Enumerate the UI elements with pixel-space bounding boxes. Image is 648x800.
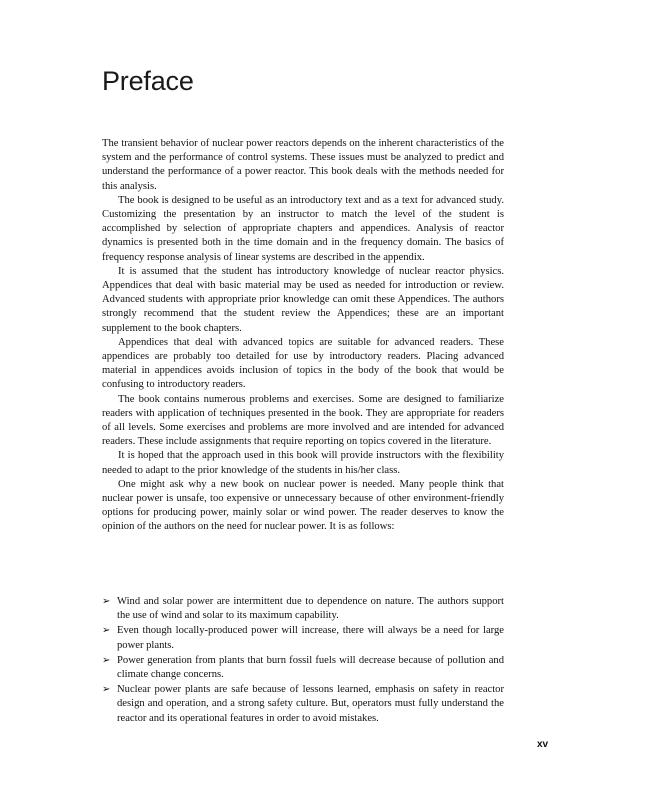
bullet-item <box>102 624 504 652</box>
arrow-bullet-icon: ➢ <box>102 625 111 637</box>
bullet-item <box>102 595 504 623</box>
paragraph: The book contains numerous problems and exercises. Some are designed to familiarize readers with application of techniques presented in the book. They are appropriate for readers of all levels. Some exercises and problems are more involved and are intended for advanced readers. These include assignments that require reporting on topics covered in the literature. <box>102 393 504 448</box>
bullet-item <box>102 683 504 726</box>
bullet-text: Even though locally-produced power will increase, there will always be a need for large power plants. <box>117 625 504 651</box>
bullet-item <box>102 654 504 682</box>
preface-body <box>102 137 504 535</box>
arrow-bullet-icon: ➢ <box>102 684 111 696</box>
page-title: Preface <box>102 66 194 96</box>
arrow-bullet-icon: ➢ <box>102 596 111 607</box>
paragraph: Appendices that deal with advanced topics are suitable for advanced readers. These appendices are probably too detailed for use by introductory readers. Placing advanced material in appendices avoids inclusion of topics in the body of the book that would be confusing to introductory readers. <box>102 336 504 391</box>
paragraph: It is assumed that the student has introductory knowledge of nuclear reactor physics. Appendices that deal with basic material may be used as needed for introduction or review. Advanced students with appropriate prior knowledge can omit these Appendices. The authors strongly recommend that the student review the Appendices; these are an important supplement to the book chapters. <box>102 265 504 334</box>
bullet-text: Nuclear power plants are safe because of lessons learned, emphasis on safety in reactor design and operation, and a strong safety culture. But, operators must fully understand the reactor and its operational features in order to avoid mistakes. <box>117 684 504 724</box>
bullet-text: Power generation from plants that burn fossil fuels will decrease because of pollution and climate change concerns. <box>117 654 504 681</box>
paragraph: It is hoped that the approach used in this book will provide instructors with the flexibility needed to adapt to the prior knowledge of the students in his/her class. <box>102 450 504 476</box>
paragraph: The transient behavior of nuclear power reactors depends on the inherent characteristics of the system and the performance of control systems. These issues must be analyzed to predict and understand the performance of a power reactor. This book deals with the methods needed for this analysis. <box>102 138 504 192</box>
arrow-bullet-icon: ➢ <box>102 654 111 666</box>
paragraph: The book is designed to be useful as an introductory text and as a text for advanced study. Customizing the presentation by an instructor to match the level of the student is accomplished by selection of appropriate chapters and appendices. Analysis of reactor dynamics is presented both in the time domain and in the frequency domain. The basics of frequency response analysis of linear systems are described in the appendix. <box>102 194 504 263</box>
bullet-list <box>102 595 504 727</box>
paragraph: One might ask why a new book on nuclear power is needed. Many people think that nuclear power is unsafe, too expensive or unnecessary because of other environment-friendly options for producing power, mainly solar or wind power. The reader deserves to know the opinion of the authors on the need for nuclear power. It is as follows: <box>102 478 504 533</box>
bullet-text: Wind and solar power are intermittent due to dependence on nature. The authors support the use of wind and solar to its maximum capability. <box>117 596 504 622</box>
page-number: xv <box>537 739 549 750</box>
